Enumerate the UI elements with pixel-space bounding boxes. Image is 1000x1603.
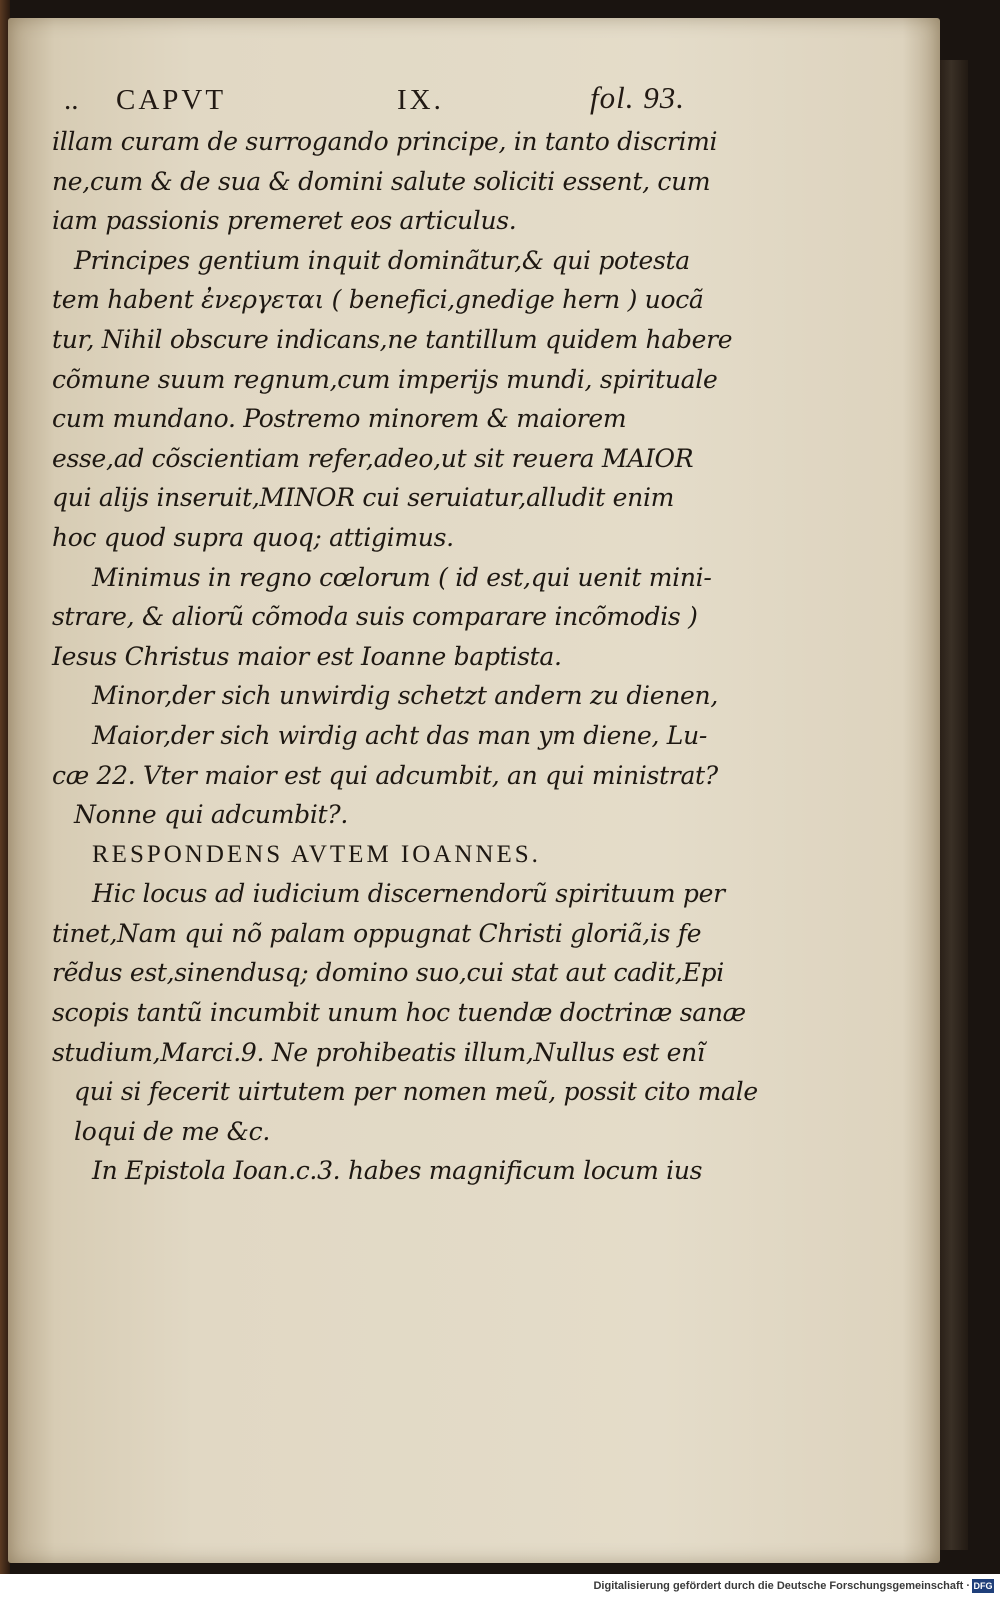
header-folio-number: fol. 93. <box>590 80 685 115</box>
text-line: cæ 22. Vter maior est qui adcumbit, an qui ministrat? <box>52 760 718 790</box>
page-stack-edge <box>940 60 968 1550</box>
paragraph-start-line: Maior,der sich wirdig acht das man ym diene, Lu- <box>92 720 708 750</box>
text-line: ne,cum & de sua & domini salute soliciti essent, cum <box>52 166 711 196</box>
text-line: cum mundano. Postremo minorem & maiorem <box>52 404 627 434</box>
text-line: rẽdus est,sinendusq; domino suo,cui stat aut cadit,Epi <box>52 958 724 988</box>
paragraph-start-line: In Epistola Ioan.c.3. habes magnificum locum ius <box>92 1156 703 1186</box>
text-line: tem habent ἐνεργεται ( benefici,gnedige hern ) uocã <box>52 285 704 315</box>
text-line: qui si fecerit uirtutem per nomen meũ, possit cito male <box>74 1077 758 1107</box>
header-caput: CAPVT <box>116 84 227 116</box>
header-chapter-number: IX. <box>397 84 444 116</box>
text-line: Nonne qui adcumbit?. <box>74 800 349 830</box>
text-line: loqui de me &c. <box>74 1116 270 1146</box>
page-text-block <box>52 74 758 1191</box>
text-line: cõmune suum regnum,cum imperijs mundi, spirituale <box>52 364 718 394</box>
paragraph-start-line: Minor,der sich unwirdig schetzt andern zu dienen, <box>92 681 718 711</box>
text-line: Iesus Christus maior est Ioanne baptista. <box>52 641 562 671</box>
text-line: tur, Nihil obscure indicans,ne tantillum quidem habere <box>52 324 733 354</box>
text-line: illam curam de surrogando principe, in tanto discrimi <box>52 127 718 156</box>
running-header <box>52 74 732 122</box>
section-heading: RESPONDENS AVTEM IOANNES. <box>92 840 541 868</box>
text-line: studium,Marci.9. Ne prohibeatis illum,Nullus est enĩ <box>52 1037 705 1067</box>
text-line: strare, & aliorũ cõmoda suis comparare incõmodis ) <box>52 602 698 632</box>
paragraph-start-line: Minimus in regno cœlorum ( id est,qui uenit mini- <box>92 562 712 592</box>
text-line: esse,ad cõscientiam refer,adeo,ut sit reuera MAIOR <box>52 443 694 473</box>
text-line: iam passionis premeret eos articulus. <box>52 206 517 236</box>
digitization-credit: Digitalisierung gefördert durch die Deutsche Forschungsgemeinschaft · <box>593 1580 970 1592</box>
header-dash: .. <box>64 84 79 116</box>
dfg-logo-icon: DFG <box>973 1581 993 1591</box>
text-line: hoc quod supra quoq; attigimus. <box>52 522 454 552</box>
paragraph-start-line: Principes gentium inquit dominãtur,& qui potesta <box>74 245 690 275</box>
paragraph-start-line: Hic locus ad iudicium discernendorũ spirituum per <box>92 879 725 909</box>
text-line: tinet,Nam qui nõ palam oppugnat Christi gloriã,is fe <box>52 918 702 948</box>
digitization-footer <box>0 1574 1000 1603</box>
text-line: scopis tantũ incumbit unum hoc tuendæ doctrinæ sanæ <box>52 998 746 1028</box>
text-line: qui alijs inseruit,MINOR cui seruiatur,alludit enim <box>52 483 675 513</box>
